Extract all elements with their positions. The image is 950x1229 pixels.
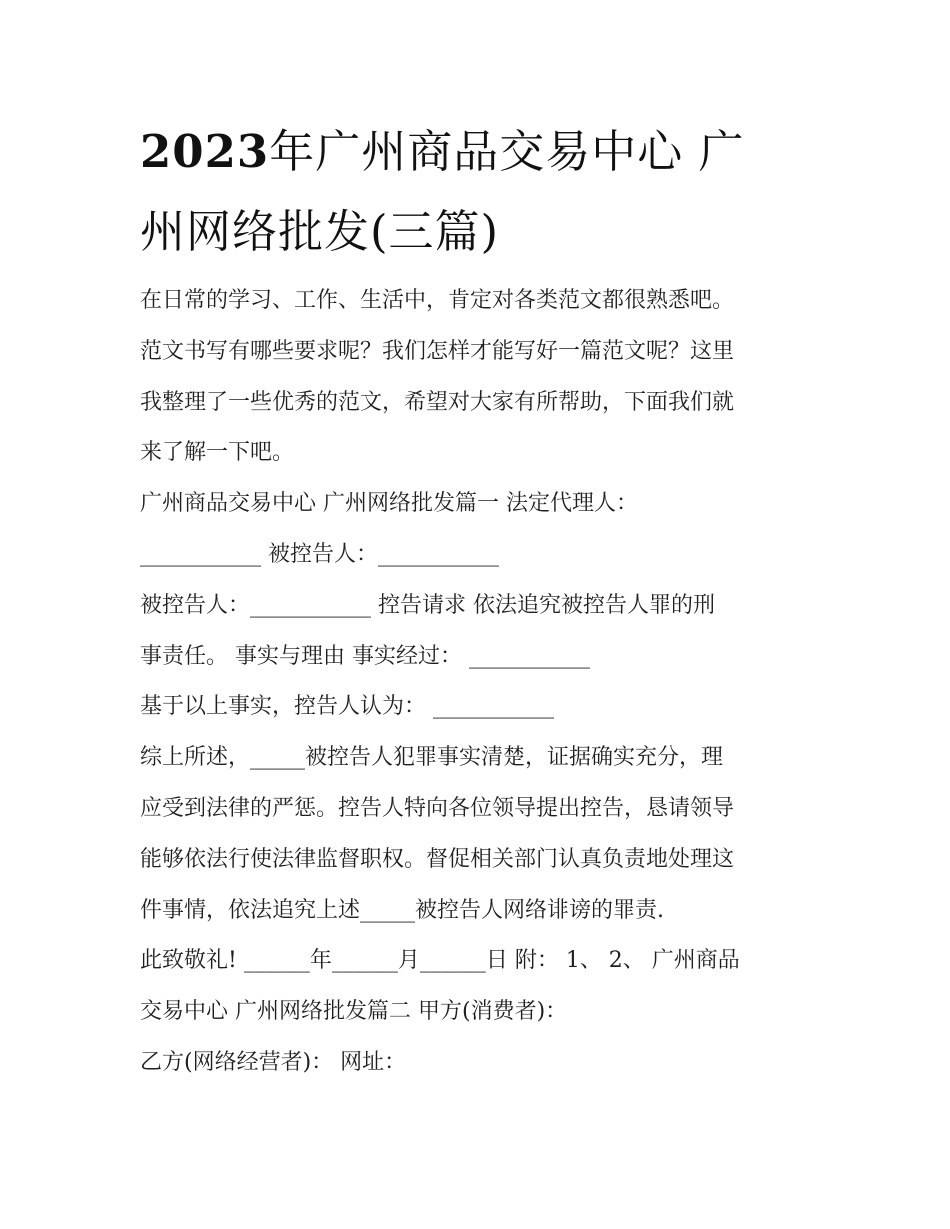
body-line: 件事情，依法追究上述_____被控告人网络诽谤的罪责.: [140, 897, 664, 923]
body-line: 广州商品交易中心 广州网络批发篇一 法定代理人：: [140, 491, 638, 517]
body-line: ___________ 被控告人：___________: [140, 541, 499, 567]
body-line: 被控告人：___________ 控告请求 依法追究被控告人罪的刑: [140, 592, 715, 618]
body-line: 来了解一下吧。: [140, 440, 295, 466]
document-title: [140, 112, 840, 272]
body-line: 此致敬礼! ______年______月______日 附： 1、 2、 广州商品: [140, 948, 740, 974]
body-line: 应受到法律的严惩。控告人特向各位领导提出控告，恳请领导: [140, 795, 735, 821]
body-line: 交易中心 广州网络批发篇二 甲方(消费者)：: [140, 999, 568, 1025]
body-line: 乙方(网络经营者)： 网址：: [140, 1049, 407, 1075]
body-line: 范文书写有哪些要求呢？我们怎样才能写好一篇范文呢？这里: [140, 338, 735, 364]
body-line: 事责任。 事实与理由 事实经过： ___________: [140, 643, 590, 669]
body-line: 综上所述，_____被控告人犯罪事实清楚，证据确实充分，理: [140, 745, 724, 771]
title-line-1: 年广州商品交易中心 广: [269, 125, 745, 178]
body-line: 能够依法行使法律监督职权。督促相关部门认真负责地处理这: [140, 846, 735, 872]
body-line: 在日常的学习、工作、生活中，肯定对各类范文都很熟悉吧。: [140, 288, 735, 313]
body-line: 基于以上事实，控告人认为： ___________: [140, 694, 554, 720]
document-body: [140, 276, 830, 1089]
title-year: 2023: [140, 125, 270, 178]
title-line-2: 州网络批发(三篇): [140, 205, 500, 258]
body-line: 我整理了一些优秀的范文，希望对大家有所帮助，下面我们就: [140, 389, 735, 415]
